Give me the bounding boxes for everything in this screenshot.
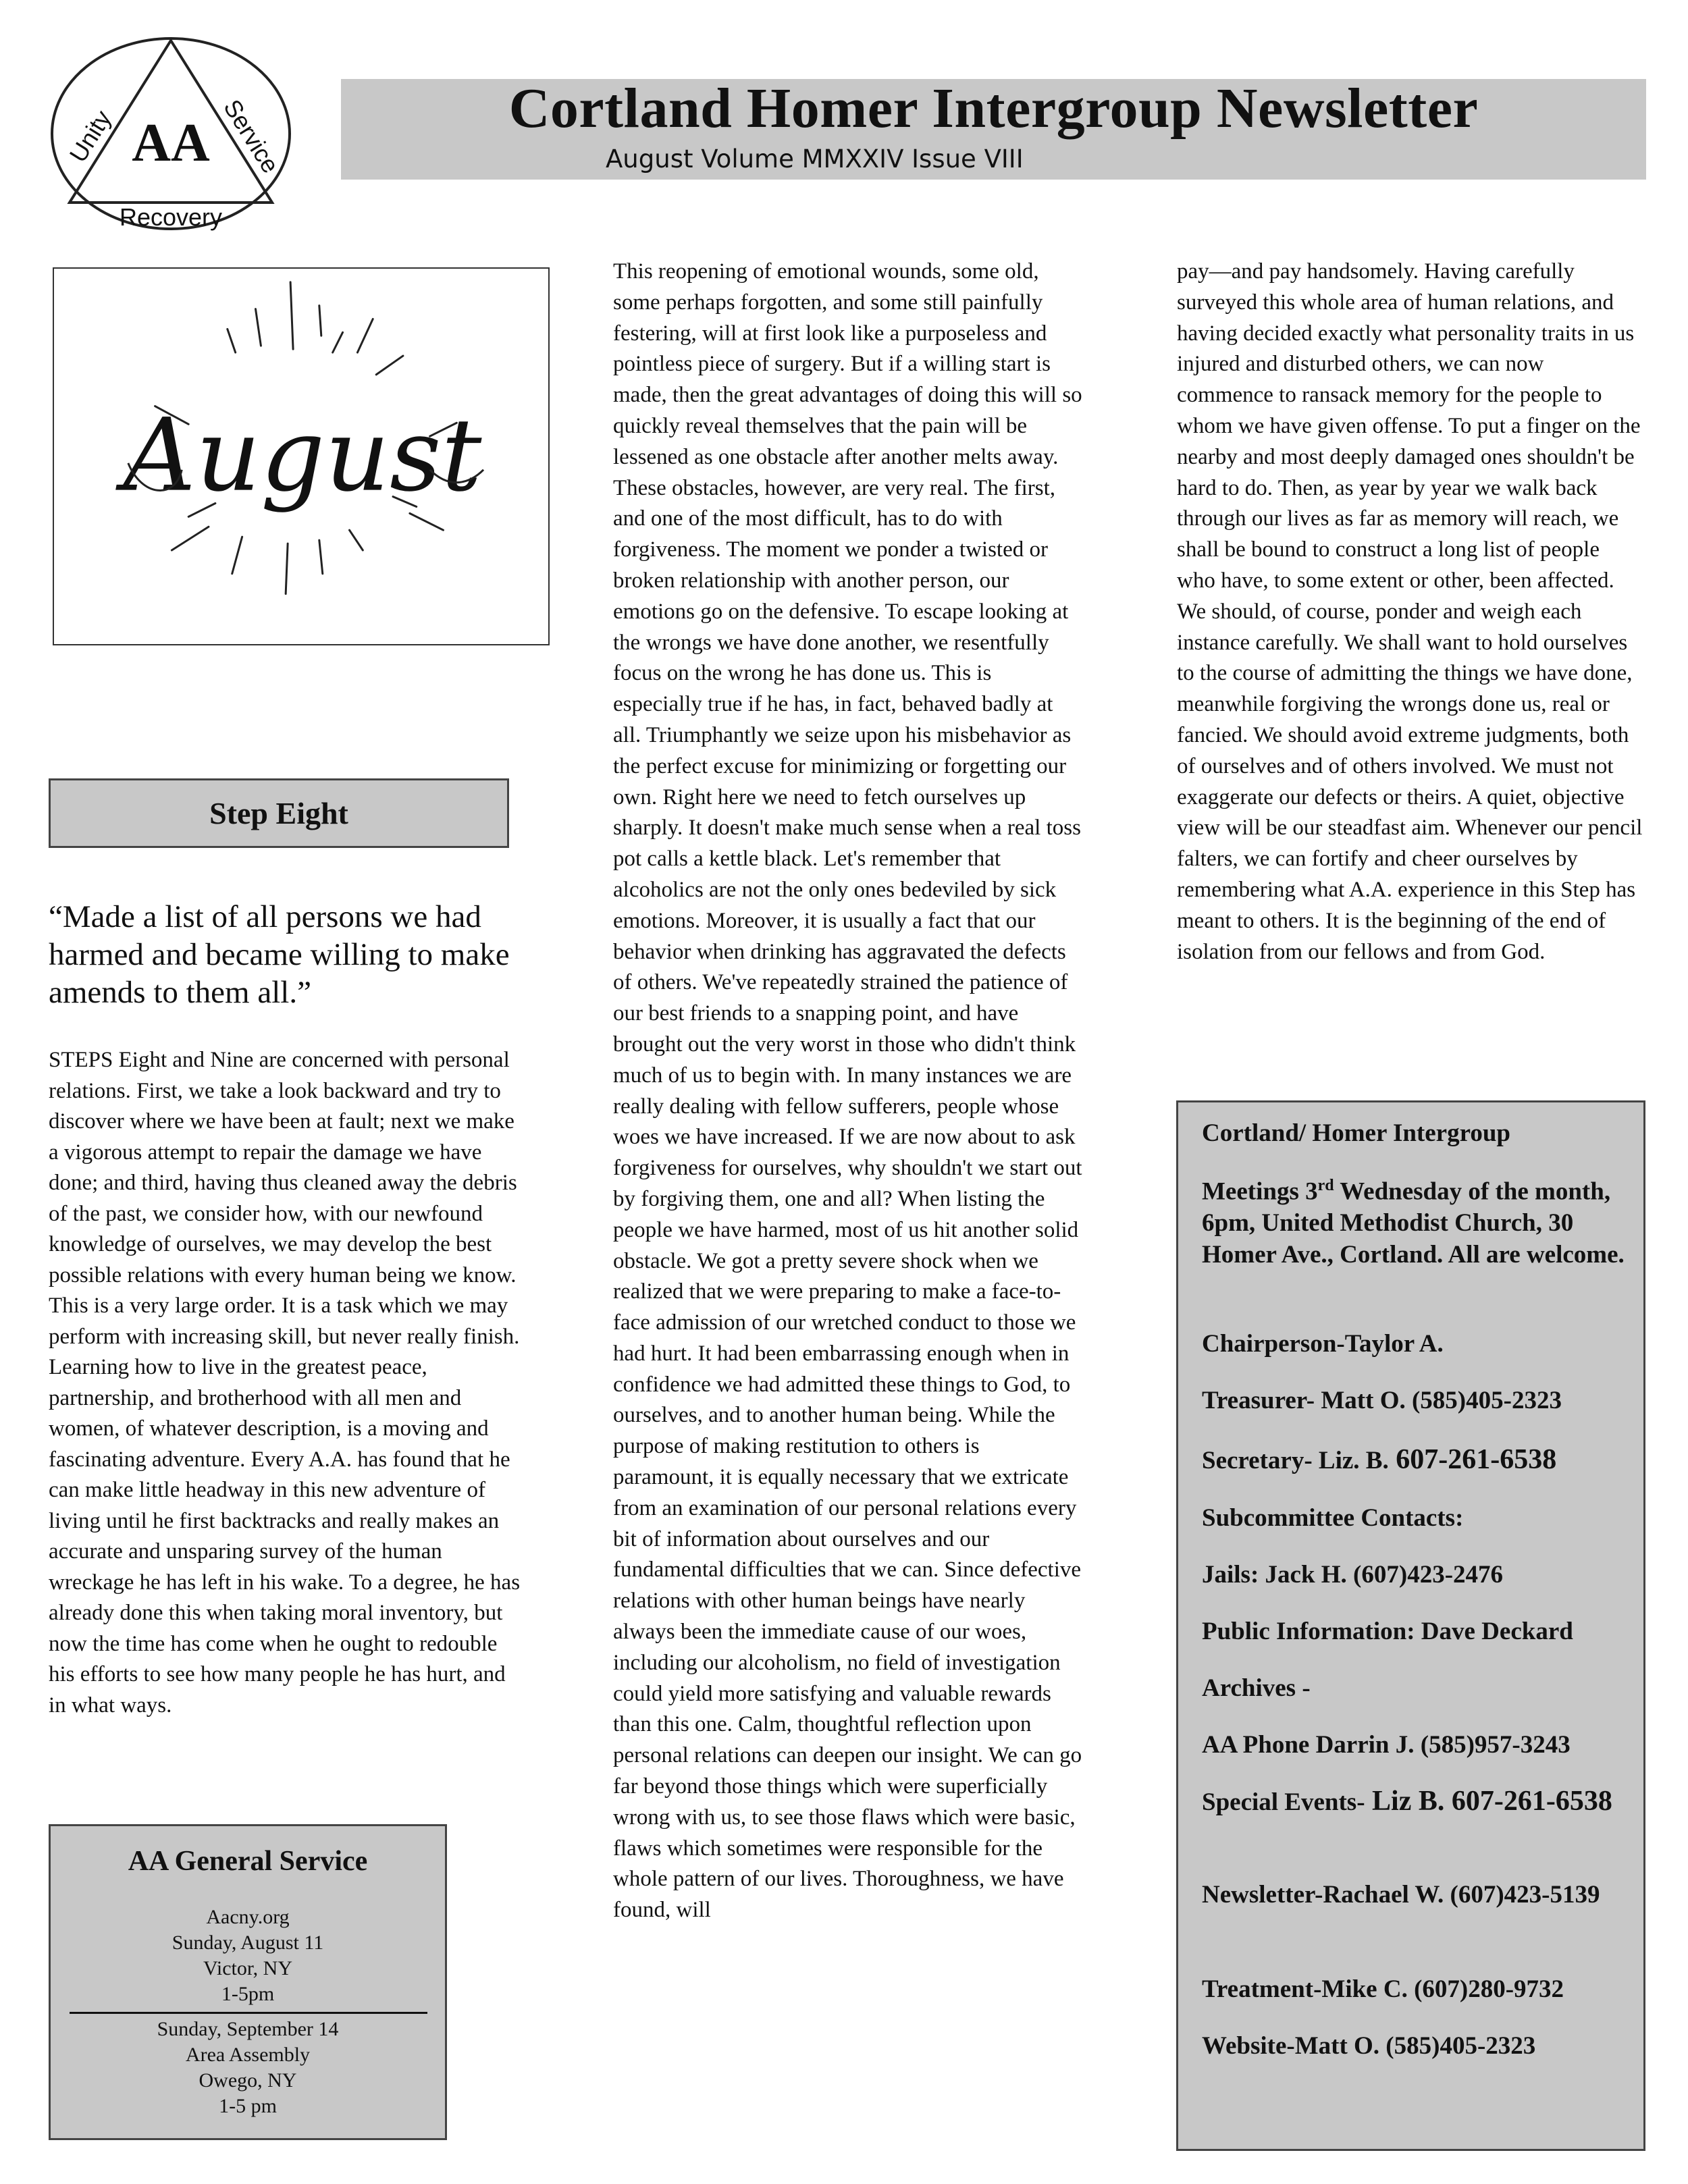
event1-line: Aacny.org xyxy=(206,1906,290,1928)
logo-center-text: AA xyxy=(132,113,210,173)
month-word: August xyxy=(123,397,482,514)
jails-contact: Jails: Jack H. (607)423-2476 xyxy=(1202,1561,1504,1589)
step-body-text: STEPS Eight and Nine are concerned with personal relations. First, we take a look backward and try to discover where we have been at fault; next we make a vigorous attempt to repair the damage we have done; and third, having thus cleaned away the debris of the past, we consider how, with our newfound knowledge of ourselves, we may develop the best possible relations with every human being we know. This is a very large order. It is a task which we may perform with increasing skill, but never really finish. Learning how to live in the greatest peace, partnership, and brotherhood with all men and women, of whatever description, is a moving and fascinating adventure. Every A.A. has found that he can make little headway in this new adventure of living until he first backtracks and really makes an accurate and unsparing survey of the human wreckage he has left in his wake. To a degree, he has already done this when taking moral inventory, but now the time has come when he ought to redouble his efforts to see how many people he has hurt, and in what ways. xyxy=(49,1048,521,1717)
event1-line: Sunday, August 11 xyxy=(172,1932,324,1954)
intergroup-box xyxy=(1176,1100,1645,2151)
logo-right-text: Service xyxy=(218,94,285,178)
logo-left-text: Unity xyxy=(63,105,117,167)
public-info-contact: Public Information: Dave Deckard xyxy=(1202,1618,1573,1645)
divider xyxy=(70,2012,427,2014)
step-heading-box xyxy=(49,778,509,848)
meeting-info: Meetings 3rd Wednesday of the month, 6pm, United Methodist Church, 30 Homer Ave., Cortland. All are welcome. xyxy=(1202,1177,1625,1269)
event1-line: Victor, NY xyxy=(203,1957,292,1979)
general-service-title: AA General Service xyxy=(128,1846,368,1877)
newsletter-title: Cortland Homer Intergroup Newsletter xyxy=(508,77,1479,140)
event2-line: Owego, NY xyxy=(199,2069,297,2092)
treasurer: Treasurer- Matt O. (585)405-2323 xyxy=(1202,1387,1562,1414)
event2-line: 1-5 pm xyxy=(219,2095,277,2117)
special-events-contact: Special Events- Liz B. 607-261-6538 xyxy=(1202,1786,1612,1817)
step-heading: Step Eight xyxy=(209,796,348,830)
archives-contact: Archives - xyxy=(1202,1674,1311,1702)
middle-column-text: This reopening of emotional wounds, some old, some perhaps forgotten, and some still painfully festering, will at first look like a purposeless and pointless piece of surgery. But if a willing start is made, then the great advantages of doing this will so quickly reveal themselves that the pain will be lessened as one obstacle after another melts away. These obstacles, however, are very real. The first, and one of the most difficult, has to do with forgiveness. The moment we ponder a twisted or broken relationship with another person, our emotions go on the defensive. To escape looking at the wrongs we have done another, we resentfully focus on the wrong he has done us. This is especially true if he has, in fact, behaved badly at all. Triumphantly we seize upon his misbehavior as the perfect excuse for minimizing or forgetting our own. Right here we need to fetch ourselves up sharply. It doesn't make much sense when a real toss pot calls a kettle black. Let's remember that alcoholics are not the only ones bedeviled by sick emotions. Moreover, it is usually a fact that our behavior when drinking has aggravated the defects of others. We've repeatedly strained the patience of our best friends to a snapping point, and have brought out the very worst in those who didn't think much of us to begin with. In many instances we are really dealing with fellow sufferers, people whose woes we have increased. If we are now about to ask forgiveness for ourselves, why shouldn't we start out by forgiving them, one and all? When listing the people we have harmed, most of us hit another solid obstacle. We got a pretty severe shock when we realized that we were preparing to make a face-to-face admission of our wretched conduct to those we had hurt. It had been embarrassing enough when in confidence we had admitted these things to God, to ourselves, and to another human being. While the purpose of making restitution to others is paramount, it is equally necessary that we extricate from an examination of our personal relations every bit of information about ourselves and our fundamental difficulties that we can. Since defective relations with other human beings have nearly always been the immediate cause of our woes, including our alcoholism, no field of investigation could yield more satisfying and valuable rewards than this one. Calm, thoughtful reflection upon personal relations can deepen our insight. We can go far beyond those things which were superficially wrong with us, to see those flaws which were basic, flaws which sometimes were responsible for the whole pattern of our lives. Thoroughness, we have found, will xyxy=(613,259,1082,1923)
phone-contact: AA Phone Darrin J. (585)957-3243 xyxy=(1202,1731,1571,1759)
event2-line: Area Assembly xyxy=(185,2044,311,2066)
general-service-box xyxy=(49,1824,447,2140)
subcommittee-heading: Subcommittee Contacts: xyxy=(1202,1504,1464,1532)
event1-line: 1-5pm xyxy=(221,1983,275,2005)
event2-line: Sunday, September 14 xyxy=(157,2018,339,2040)
website-contact: Website-Matt O. (585)405-2323 xyxy=(1202,2032,1536,2060)
logo-bottom-text: Recovery xyxy=(119,203,223,231)
right-column-text: pay—and pay handsomely. Having carefully surveyed this whole area of human relations, and having decided exactly what personality traits in us injured and disturbed others, we can now commence to ransack memory for the people to whom we have given offense. To put a finger on the nearby and most deeply damaged ones shouldn't be hard to do. Then, as year by year we walk back through our lives as far as memory will reach, we shall be bound to construct a long list of people who have, to some extent or other, been affected. We should, of course, ponder and weigh each instance carefully. We shall want to hold ourselves to the course of admitting the things we have done, meanwhile forgiving the wrongs done us, real or fancied. We should avoid extreme judgments, both of ourselves and of others involved. We must not exaggerate our defects or theirs. A quiet, objective view will be our steadfast aim. Whenever our pencil falters, we can fortify and cheer ourselves by remembering what A.A. experience in this Step has meant to others. It is the beginning of the end of isolation from our fellows and from God. xyxy=(1177,259,1643,964)
newsletter-contact: Newsletter-Rachael W. (607)423-5139 xyxy=(1202,1881,1600,1909)
month-illustration xyxy=(53,267,550,645)
treatment-contact: Treatment-Mike C. (607)280-9732 xyxy=(1202,1975,1564,2003)
issue-subtitle: August Volume MMXXIV Issue VIII xyxy=(606,144,1024,174)
aa-logo xyxy=(49,35,293,232)
secretary: Secretary- Liz. B. 607-261-6538 xyxy=(1202,1444,1557,1475)
intergroup-heading: Cortland/ Homer Intergroup xyxy=(1202,1119,1511,1147)
step-quote: “Made a list of all persons we had harmed and became willing to make amends to them all.” xyxy=(49,899,510,1010)
chairperson: Chairperson-Taylor A. xyxy=(1202,1330,1444,1358)
